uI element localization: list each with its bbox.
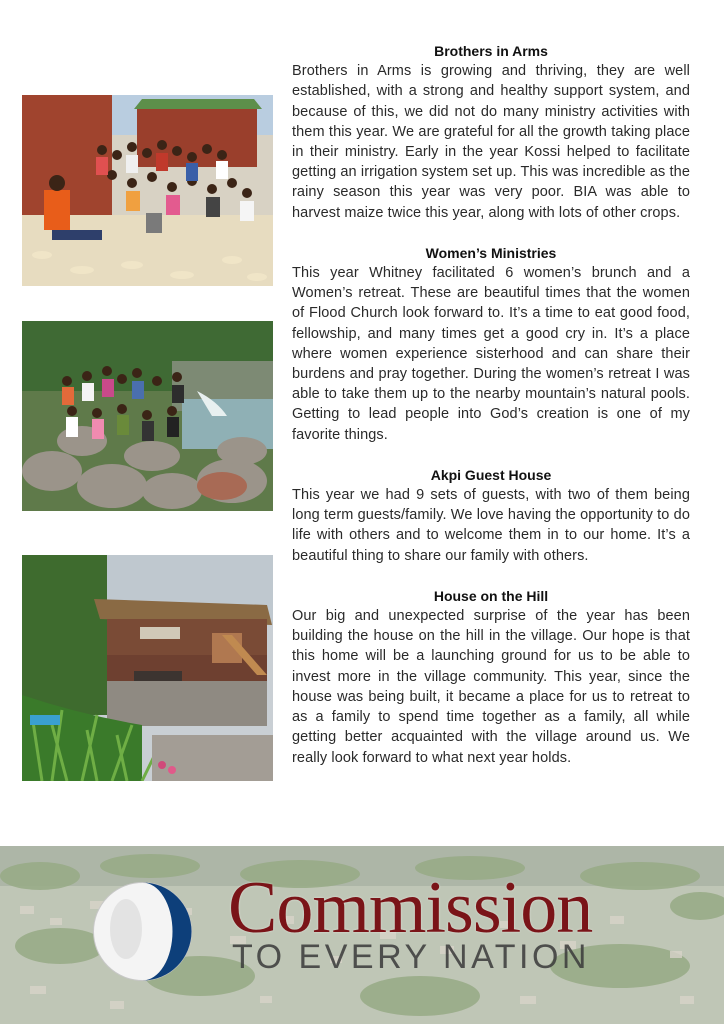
photo-womens-retreat-river <box>22 321 273 511</box>
section-title: Women’s Ministries <box>425 244 557 261</box>
section-body: This year we had 9 sets of guests, with two of them being long term guests/family. We love having the opportunity to do life with others and to welcome them in to our home. It’s a beautiful thing to share our family with others. <box>292 487 690 564</box>
section-body: Brothers in Arms is growing and thriving, they are well established, with a strong and healthy support system, and because of this, we did not do many ministry activities with them this year. We are grateful for all the growth taking place in their ministry. Early in the year Kossi helped to facilitate getting an irrigation system set up. This was incredible as the rainy season this year was very poor. BIA was able to harvest maize twice this year, along with lots of other crops. <box>292 63 690 221</box>
section-title: Brothers in Arms <box>434 43 548 59</box>
section-title: Akpi Guest House <box>430 466 552 483</box>
photo-house-on-the-hill <box>22 555 273 781</box>
section-title: House on the Hill <box>433 587 549 604</box>
text-column <box>292 41 690 768</box>
photo-maize-harvest-group <box>22 95 273 286</box>
logo-subtitle: TO EVERY NATION <box>232 938 590 976</box>
section-womens-ministries <box>292 243 690 445</box>
section-akpi-guest-house <box>292 465 690 566</box>
logo-title: Commission <box>228 867 593 949</box>
commission-logo-icon <box>92 881 193 982</box>
section-brothers-in-arms <box>292 41 690 223</box>
section-body: Our big and unexpected surprise of the year has been building the house on the hill in the village. Our hope is that this home will be a launching ground for us to be able to invest more in the village community. This year, since the house was being built, it became a place for us to retreat to as a family to spend time together as a family, all while getting better acquainted with the village around us. We really look forward to what next year holds. <box>292 608 690 766</box>
section-house-on-the-hill <box>292 586 690 768</box>
section-body: This year Whitney facilitated 6 women’s brunch and a Women’s retreat. These are beautiful times that the women of Flood Church look forward to. It’s a time to eat good food, fellowship, and many times get a good cry in. It’s a place where women experience sisterhood and can share their burdens and pray together. During the women’s retreat I was able to take them up to the nearby mountain’s natural pools. Getting to lead people into God’s creation is one of my favorite things. <box>292 265 690 443</box>
